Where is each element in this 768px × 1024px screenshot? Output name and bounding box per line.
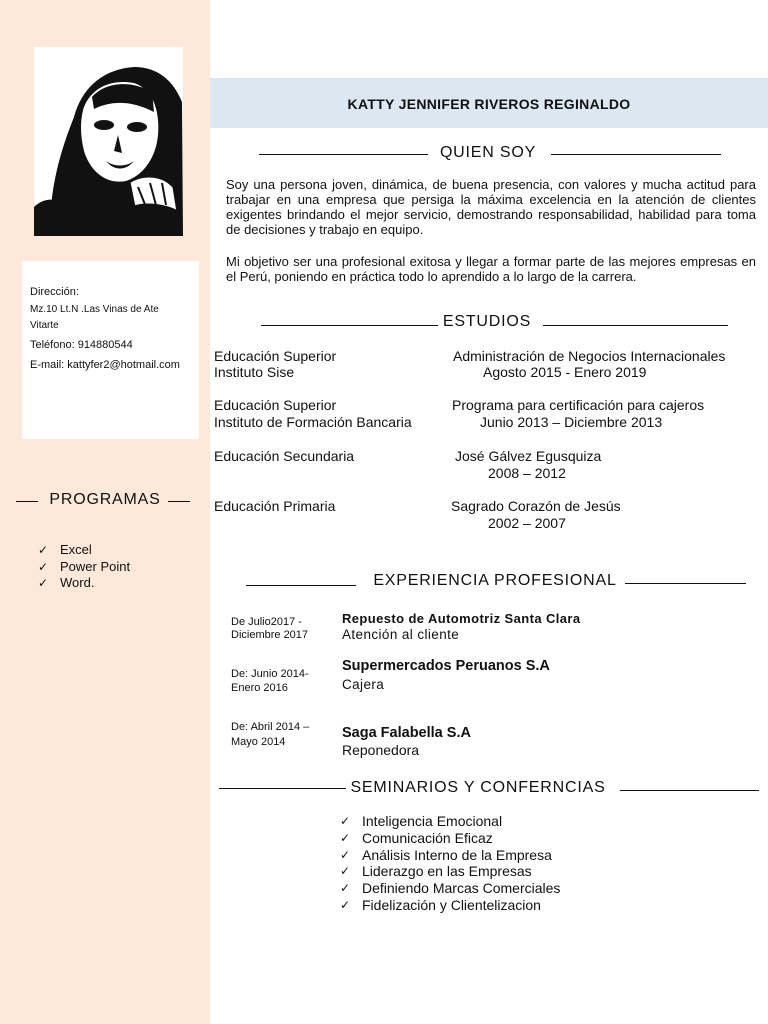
check-icon: ✓: [340, 864, 351, 879]
study-level: Educación Superior: [214, 348, 337, 364]
experience-title: EXPERIENCIA PROFESIONAL: [373, 572, 617, 589]
check-icon: ✓: [340, 830, 351, 845]
divider: [219, 788, 346, 789]
divider: [246, 585, 356, 586]
divider: [261, 325, 438, 326]
studies-title: ESTUDIOS: [442, 313, 532, 330]
list-item: ✓ Análisis Interno de la Empresa: [340, 846, 552, 863]
check-icon: ✓: [38, 543, 49, 557]
programs-title: PROGRAMAS: [49, 491, 161, 508]
divider: [551, 154, 721, 155]
address-line: Vitarte: [30, 320, 59, 331]
study-dates: 2008 – 2012: [488, 465, 566, 481]
divider: [16, 501, 38, 502]
study-dates: Agosto 2015 - Enero 2019: [483, 364, 647, 380]
study-program: Programa para certificación para cajeros: [452, 397, 705, 413]
experience-role: Atención al cliente: [342, 627, 460, 642]
experience-company: Saga Falabella S.A: [342, 725, 471, 741]
objective-paragraph: Mi objetivo ser una profesional exitosa y llegar a formar parte de las mejores empresas en el Perú, poniendo en práctica todo lo aprendido a lo largo de la carrera.: [226, 254, 756, 284]
divider: [168, 501, 190, 502]
list-item: ✓ Comunicación Eficaz: [340, 829, 493, 846]
list-item: ✓ Liderazgo en las Empresas: [340, 863, 532, 880]
list-item: ✓ Inteligencia Emocional: [340, 813, 503, 829]
check-icon: ✓: [38, 559, 49, 574]
list-item: ✓ Definiendo Marcas Comerciales: [340, 880, 561, 897]
contact-box: [22, 261, 199, 439]
experience-date: Enero 2016: [231, 682, 288, 694]
divider: [620, 790, 759, 791]
check-icon: ✓: [38, 576, 49, 590]
experience-date: De: Abril 2014 –: [231, 721, 310, 733]
list-item: ✓ Word.: [38, 575, 95, 590]
experience-date: Diciembre 2017: [231, 629, 309, 641]
study-institution: Instituto de Formación Bancaria: [214, 414, 412, 430]
check-icon: ✓: [340, 847, 351, 862]
experience-date: Mayo 2014: [231, 736, 286, 748]
study-institution: Instituto Sise: [214, 364, 295, 380]
programs-list: [38, 542, 130, 592]
check-icon: ✓: [340, 814, 351, 828]
phone-text: Teléfono: 914880544: [30, 339, 133, 351]
seminars-list: [340, 813, 560, 914]
address-label: Dirección:: [30, 286, 79, 298]
about-title: QUIEN SOY: [439, 144, 537, 161]
email-text: E-mail: kattyfer2@hotmail.com: [30, 359, 180, 371]
about-paragraph: Soy una persona joven, dinámica, de buena presencia, con valores y mucha actitud para trabajar en una empresa que persiga la máxima excelencia en la atención de clientes exigentes brindando el mejor servicio, demostrando responsabilidad, habilidad para toma de decisiones y trabajo en equipo.: [226, 177, 756, 237]
study-program: Sagrado Corazón de Jesús: [451, 498, 621, 514]
check-icon: ✓: [340, 881, 351, 896]
experience-date: De Julio2017 -: [231, 616, 302, 628]
address-line: Mz.10 Lt.N .Las Vinas de Ate: [30, 304, 159, 315]
candidate-name: KATTY JENNIFER RIVEROS REGINALDO: [347, 96, 631, 112]
experience-role: Reponedora: [342, 742, 420, 758]
experience-company: Supermercados Peruanos S.A: [342, 658, 550, 674]
seminars-title: SEMINARIOS Y CONFERNCIAS: [350, 779, 606, 796]
study-level: Educación Secundaria: [214, 448, 355, 464]
divider: [625, 583, 746, 584]
check-icon: ✓: [340, 897, 351, 912]
experience-role: Cajera: [342, 677, 385, 692]
study-program: José Gálvez Egusquiza: [455, 448, 602, 464]
study-level: Educación Primaria: [214, 498, 336, 514]
list-item: ✓ Fidelización y Clientelizacion: [340, 896, 541, 913]
study-program: Administración de Negocios Internacionales: [453, 348, 726, 364]
divider: [259, 154, 428, 155]
list-item: ✓ Excel: [38, 542, 92, 557]
experience-company: Repuesto de Automotriz Santa Clara: [342, 611, 581, 626]
study-dates: 2002 – 2007: [488, 515, 566, 531]
study-dates: Junio 2013 – Diciembre 2013: [480, 414, 663, 430]
profile-photo: [34, 47, 183, 236]
divider: [543, 325, 728, 326]
list-item: ✓ Power Point: [38, 558, 131, 574]
study-level: Educación Superior: [214, 397, 337, 413]
experience-date: De: Junio 2014-: [231, 668, 309, 680]
